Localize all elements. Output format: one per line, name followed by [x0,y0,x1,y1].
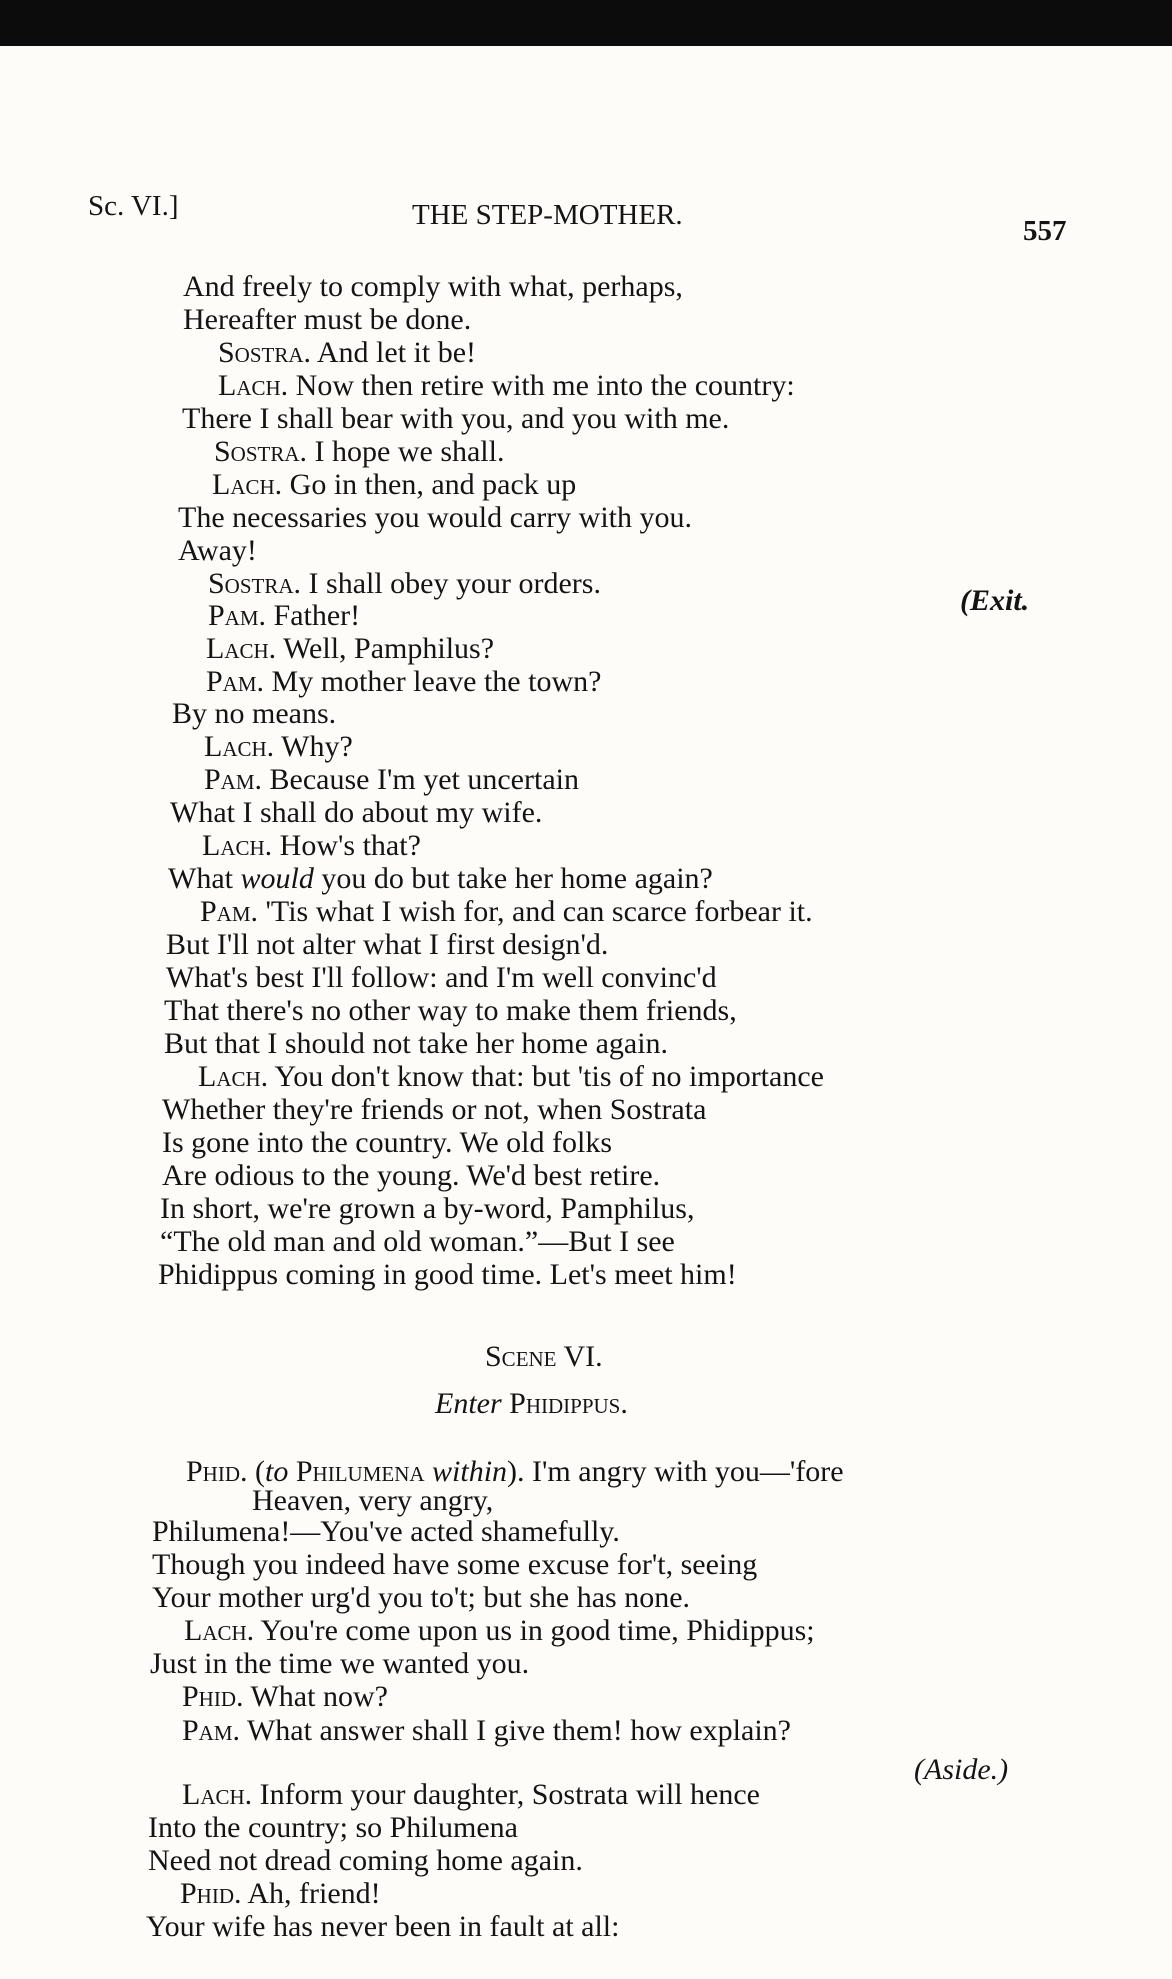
emphasis: to [265,1455,289,1488]
text-line: “The old man and old woman.”—But I see [160,1225,675,1258]
speaker-name: Sostra. [218,336,312,369]
speaker-name: Pam. [206,665,265,698]
text-line: Into the country; so Philumena [148,1811,518,1844]
line-text: I hope we shall. [307,435,505,468]
text-line: In short, we're grown a by-word, Pamphilus, [160,1192,695,1225]
text-line: Your wife has never been in fault at all: [146,1910,620,1943]
speaker-name: Lach. [202,829,273,862]
text-line [182,1680,388,1714]
section-marker: Sc. VI.] [88,190,179,222]
text-line: Is gone into the country. We old folks [162,1126,613,1159]
stage-direction [435,1387,628,1421]
text-line [182,1714,791,1748]
text-line [206,632,494,666]
text-line: And freely to comply with what, perhaps, [183,270,683,303]
speaker-name: Pam. [182,1714,241,1747]
speaker-name: Lach. [182,1778,253,1811]
line-text: What answer shall I give them! how explain? [240,1714,791,1747]
line-text: ). I'm angry with you—'fore [507,1455,844,1488]
text-line: What I shall do about my wife. [170,796,543,829]
text-line: But I'll not alter what I first design'd. [166,928,609,961]
emphasis: Enter [435,1387,502,1420]
line-text: Go in then, and pack up [282,468,577,501]
text-line [202,829,421,863]
text-line [214,435,504,469]
character-name: Phidippus. [501,1387,628,1420]
text-line: That there's no other way to make them friends, [164,994,737,1027]
text-line: Are odious to the young. We'd best retire. [162,1159,661,1192]
page-number: 557 [1023,215,1067,247]
stage-direction: (Aside.) [914,1753,1009,1786]
speaker-name: Lach. [198,1060,269,1093]
speaker-name: Sostra. [214,435,308,468]
text-line [184,1614,815,1648]
text-line [206,665,601,699]
line-text: Inform your daughter, Sostrata will hence [252,1778,760,1811]
text-line [198,1060,824,1094]
line-text: How's that? [272,829,421,862]
speaker-name: Sostra. [208,567,302,600]
text-line [212,468,576,502]
scan-top-border [0,0,1172,46]
text-line: Phidippus coming in good time. Let's meet him! [158,1258,737,1291]
text-line: By no means. [172,697,337,730]
text-line [208,567,601,601]
line-text: 'Tis what I wish for, and can scarce forbear it. [258,895,813,928]
stage-direction: (Exit. [960,584,1030,617]
speaker-name: Lach. [204,730,275,763]
text-line [208,599,360,633]
speaker-name: Lach. [184,1614,255,1647]
text-line: There I shall bear with you, and you with me. [182,402,730,435]
text-line: Whether they're friends or not, when Sostrata [162,1093,707,1126]
line-text: I shall obey your orders. [301,567,601,600]
text-line: Your mother urg'd you to't; but she has none. [152,1581,691,1614]
speaker-name: Lach. [212,468,283,501]
page-title: THE STEP-MOTHER. [412,199,683,231]
speaker-name: Pam. [208,599,267,632]
speaker-name: Pam. [200,895,259,928]
text-line: Heaven, very angry, [252,1484,494,1517]
character-name: Philumena [288,1455,425,1488]
text-line: Hereafter must be done. [183,303,472,336]
line-text: What [168,862,241,895]
text-line: Away! [178,534,257,567]
emphasis: would [240,862,314,895]
text-line: Philumena!—You've acted shamefully. [152,1515,620,1548]
line-text: What now? [243,1680,388,1713]
speaker-name: Phid. [182,1680,244,1713]
line-text: Well, Pamphilus? [276,632,495,665]
text-line [204,730,353,764]
text-line: But that I should not take her home again. [164,1027,669,1060]
speaker-name: Lach. [218,369,289,402]
speaker-name: Pam. [204,763,263,796]
line-text: You don't know that: but 'tis of no importance [268,1060,824,1093]
line-text: My mother leave the town? [264,665,602,698]
line-text: Because I'm yet uncertain [262,763,579,796]
text-line [218,336,476,370]
line-text: you do but take her home again? [313,862,713,895]
line-text: And let it be! [311,336,477,369]
line-text: Why? [274,730,353,763]
speaker-name: Phid. [180,1877,242,1910]
line-text: Father! [266,599,361,632]
text-line [200,895,813,929]
speaker-name: Phid. [186,1455,248,1488]
scene-heading: Scene VI. [485,1340,603,1373]
text-line: Though you indeed have some excuse for't, seeing [152,1548,758,1581]
text-line [204,763,579,797]
text-line: The necessaries you would carry with you. [178,501,693,534]
text-line: Just in the time we wanted you. [150,1647,530,1680]
line-text: You're come upon us in good time, Phidippus; [254,1614,815,1647]
text-line [182,1778,760,1812]
text-line [218,369,795,403]
text-line: Need not dread coming home again. [148,1844,583,1877]
speaker-name: Lach. [206,632,277,665]
emphasis: within [424,1455,508,1488]
line-text: ( [247,1455,266,1488]
line-text: Ah, friend! [241,1877,381,1910]
line-text: Now then retire with me into the country: [288,369,795,402]
text-line: What's best I'll follow: and I'm well convinc'd [166,961,717,994]
text-line [168,862,713,896]
text-line [180,1877,381,1911]
